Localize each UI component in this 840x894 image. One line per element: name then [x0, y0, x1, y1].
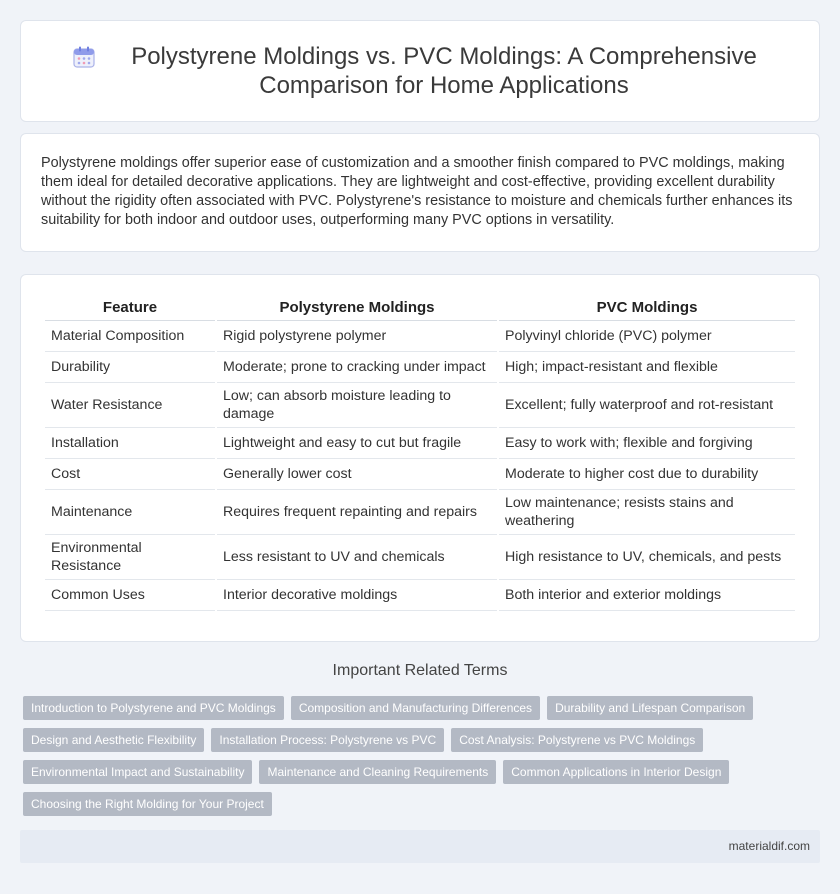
related-term-tag[interactable]: Environmental Impact and Sustainability — [23, 760, 252, 784]
table-row — [45, 321, 795, 352]
footer — [20, 830, 820, 863]
title-card — [20, 20, 820, 122]
comparison-table — [43, 295, 797, 611]
related-term-tag[interactable]: Durability and Lifespan Comparison — [547, 696, 753, 720]
column-header: PVC Moldings — [499, 295, 795, 321]
related-term-tag[interactable]: Introduction to Polystyrene and PVC Moldings — [23, 696, 284, 720]
table-row — [45, 490, 795, 535]
table-cell: Environmental Resistance — [45, 535, 215, 580]
related-terms-heading: Important Related Terms — [332, 662, 508, 679]
table-cell: Material Composition — [45, 321, 215, 352]
table-cell: Both interior and exterior moldings — [499, 580, 795, 611]
table-row — [45, 383, 795, 428]
related-terms-list — [23, 696, 813, 824]
related-term-tag[interactable]: Cost Analysis: Polystyrene vs PVC Moldings — [451, 728, 703, 752]
table-cell: Polyvinyl chloride (PVC) polymer — [499, 321, 795, 352]
table-cell: Easy to work with; flexible and forgiving — [499, 428, 795, 459]
table-cell: Lightweight and easy to cut but fragile — [217, 428, 497, 459]
table-row — [45, 428, 795, 459]
related-term-tag[interactable]: Choosing the Right Molding for Your Project — [23, 792, 272, 816]
table-cell: Cost — [45, 459, 215, 490]
table-cell: Less resistant to UV and chemicals — [217, 535, 497, 580]
footer-site-link[interactable]: materialdif.com — [728, 839, 810, 853]
table-row — [45, 459, 795, 490]
comparison-card — [20, 274, 820, 642]
table-cell: Requires frequent repainting and repairs — [217, 490, 497, 535]
table-cell: Generally lower cost — [217, 459, 497, 490]
table-row — [45, 580, 795, 611]
table-cell: Installation — [45, 428, 215, 459]
page-title: Polystyrene Moldings vs. PVC Moldings: A Comprehensive Comparison for Home Applications — [131, 43, 757, 99]
table-cell: Moderate to higher cost due to durability — [499, 459, 795, 490]
related-term-tag[interactable]: Design and Aesthetic Flexibility — [23, 728, 204, 752]
related-term-tag[interactable]: Installation Process: Polystyrene vs PVC — [211, 728, 444, 752]
table-cell: Water Resistance — [45, 383, 215, 428]
table-cell: High resistance to UV, chemicals, and pests — [499, 535, 795, 580]
table-cell: Interior decorative moldings — [217, 580, 497, 611]
table-cell: Low maintenance; resists stains and weathering — [499, 490, 795, 535]
title-wrap — [71, 42, 769, 100]
table-cell: Maintenance — [45, 490, 215, 535]
table-cell: Durability — [45, 352, 215, 383]
table-cell: Common Uses — [45, 580, 215, 611]
column-header: Polystyrene Moldings — [217, 295, 497, 321]
related-term-tag[interactable]: Composition and Manufacturing Differences — [291, 696, 540, 720]
table-cell: Low; can absorb moisture leading to damage — [217, 383, 497, 428]
related-term-tag[interactable]: Common Applications in Interior Design — [503, 760, 729, 784]
table-cell: Moderate; prone to cracking under impact — [217, 352, 497, 383]
table-cell: High; impact-resistant and flexible — [499, 352, 795, 383]
intro-card — [20, 133, 820, 252]
column-header: Feature — [45, 295, 215, 321]
related-term-tag[interactable]: Maintenance and Cleaning Requirements — [259, 760, 496, 784]
table-cell: Excellent; fully waterproof and rot-resistant — [499, 383, 795, 428]
table-header-row — [45, 295, 795, 321]
intro-paragraph: Polystyrene moldings offer superior ease of customization and a smoother finish compared to PVC moldings, making them ideal for detailed decorative applications. They are lightweight and cost-effective, providing excellent durability without the rigidity often associated with PVC. Polystyrene's resistance to moisture and chemicals further enhances its suitability for both indoor and outdoor uses, outperforming many PVC options in versatility. — [41, 155, 793, 228]
table-row — [45, 535, 795, 580]
calendar-icon — [71, 44, 97, 70]
table-row — [45, 352, 795, 383]
table-cell: Rigid polystyrene polymer — [217, 321, 497, 352]
